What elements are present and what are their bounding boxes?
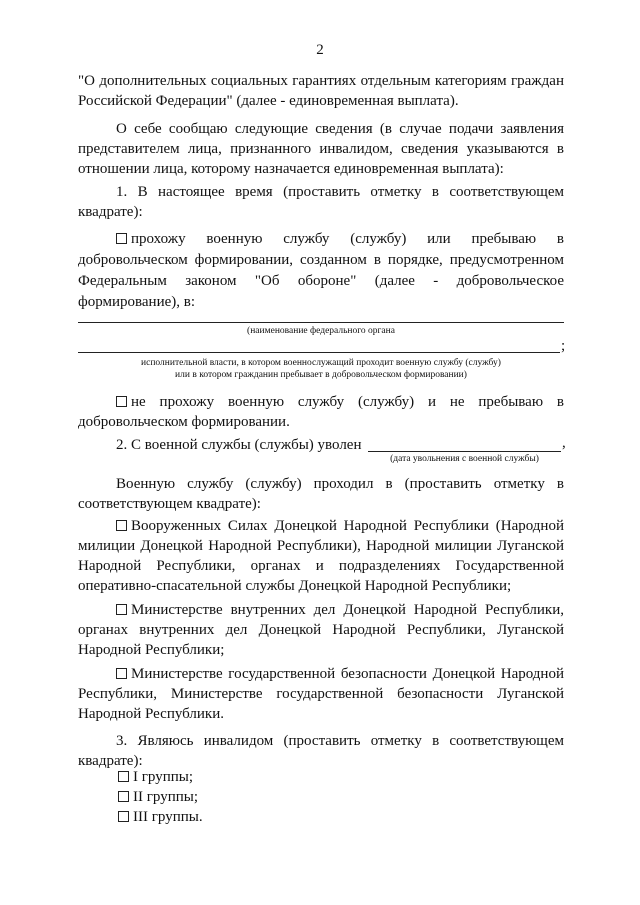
item1-option-serve xyxy=(78,229,564,313)
checkbox-armed-forces[interactable] xyxy=(116,520,127,531)
fill-line-organ-1[interactable] xyxy=(78,322,564,323)
checkbox-interior[interactable] xyxy=(116,604,127,615)
group-option-2 xyxy=(118,788,198,807)
option-not-serve-label: не прохожу военную службу (службу) и не пребываю в добровольческом формировании. xyxy=(78,394,564,430)
caption-organ-name: (наименование федерального органа xyxy=(247,326,395,336)
caption-organ-line2a: исполнительной власти, в котором военнослужащий проходит военную службу (службу) xyxy=(141,358,501,368)
item2-heading: 2. С военной службы (службы) уволен xyxy=(116,437,362,453)
paragraph-about-self: О себе сообщаю следующие сведения (в случае подачи заявления представителем лица, признанного инвалидом, сведения указываются в отношении лица, которому назначается единовременная выплата): xyxy=(78,121,564,177)
option-armed-forces-label: Вооруженных Силах Донецкой Народной Республики (Народной милиции Донецкой Народной Республики), Народной милиции Луганской Народной Республики, органах и подразделениях Государственной оперативно-спасательной службы Донецкой Народной Республики; xyxy=(78,518,564,594)
item2-option-security xyxy=(78,664,564,724)
checkbox-group-3[interactable] xyxy=(118,811,129,822)
checkbox-security[interactable] xyxy=(116,668,127,679)
fill-line-discharge-date[interactable] xyxy=(368,451,561,452)
checkbox-group-1[interactable] xyxy=(118,771,129,782)
checkbox-group-2[interactable] xyxy=(118,791,129,802)
group-3-label: III группы. xyxy=(133,809,203,825)
item2-served-in: Военную службу (службу) проходил в (проставить отметку в соответствующем квадрате): xyxy=(78,476,564,512)
comma: , xyxy=(562,435,566,451)
group-option-3 xyxy=(118,808,203,827)
item1-option-not-serve xyxy=(78,392,564,432)
caption-discharge-date: (дата увольнения с военной службы) xyxy=(390,454,539,464)
checkbox-not-serve[interactable] xyxy=(116,396,127,407)
option-interior-label: Министерстве внутренних дел Донецкой Народной Республики, органах внутренних дел Донецкой Народной Республики, Луганской Народной Республики; xyxy=(78,602,564,658)
item2-option-armed-forces xyxy=(78,516,564,596)
page-number: 2 xyxy=(316,42,324,58)
semicolon: ; xyxy=(561,338,566,354)
group-2-label: II группы; xyxy=(133,789,198,805)
option-security-label: Министерстве государственной безопасности Донецкой Народной Республики, Министерстве государственной безопасности Луганской Народной Республики. xyxy=(78,666,564,722)
option-serve-label: прохожу военную службу (службу) или пребываю в добровольческом формировании, созданном в порядке, предусмотренном Федеральным законом "Об обороне" (далее - добровольческое формирование), в: xyxy=(78,231,564,310)
fill-line-organ-2[interactable] xyxy=(78,352,560,353)
item2-option-interior xyxy=(78,600,564,660)
caption-organ-line2b: или в котором гражданин пребывает в добровольческом формировании) xyxy=(175,370,467,380)
group-1-label: I группы; xyxy=(133,769,193,785)
paragraph-intro: "О дополнительных социальных гарантиях отдельным категориям граждан Российской Федерации" (далее - единовременная выплата). xyxy=(78,73,564,109)
group-option-1 xyxy=(118,768,193,787)
checkbox-serve[interactable] xyxy=(116,233,127,244)
item1-heading: 1. В настоящее время (проставить отметку в соответствующем квадрате): xyxy=(78,184,564,220)
item3-heading: 3. Являюсь инвалидом (проставить отметку в соответствующем квадрате): xyxy=(78,733,564,769)
